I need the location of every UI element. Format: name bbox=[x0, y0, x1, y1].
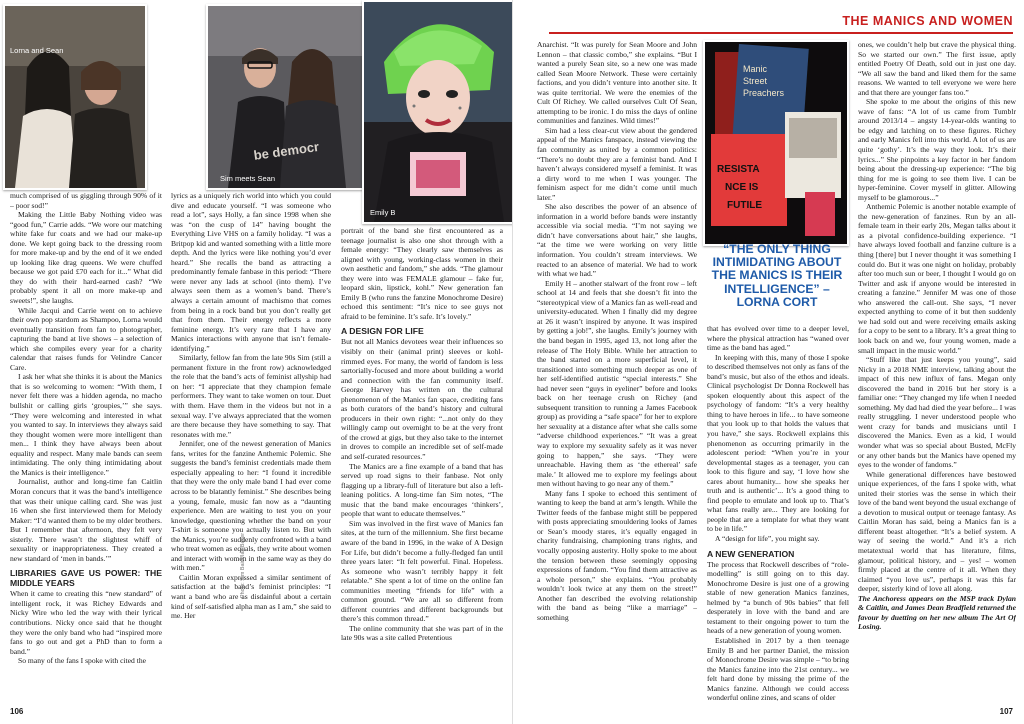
page-number-left: 106 bbox=[10, 707, 24, 716]
section-heading-libraries: LIBRARIES GAVE US POWER: THE MIDDLE YEARS bbox=[10, 568, 162, 589]
author-note: The Anchoress appears on the MSP track Dylan & Caitlin, and James Dean Bradfield returned the favour by duetting on her new album The Art Of Losing. bbox=[858, 593, 1016, 632]
section-heading-design-for-life: A DESIGN FOR LIFE bbox=[341, 326, 424, 337]
paragraph: portrait of the band she first encountered as a teenage journalist is also one shot through with a female energy: “They clearly saw themselves as aligned with young, working-class women in their own aesthetic and fandom,” she adds. “The glamour they were into was FEMALE glamour – fake fur, leopard skin, lipstick, kohl.” New generation fan Emily B (who runs the fanzine Monochrome Desire) echoed this sentiment: “It’s nice to see guys not afraid to be feminine. It’s safe. It’s lovely.” bbox=[341, 226, 503, 321]
paragraph: Similarly, fellow fan from the late 90s Sim (still a permanent fixture in the front row) acknowledged the role that the band’s acts of feminist allyship had on her: “I appreciate that they champion female performers. They want to take women on tour. Duet with them. Have them in the videos but not in a sexual way. I’ve always appreciated that the women are there because they have something to say. That resonates with me.” bbox=[171, 353, 331, 439]
svg-text:Preachers: Preachers bbox=[743, 88, 785, 98]
photo-books bbox=[703, 40, 849, 246]
svg-text:Street: Street bbox=[743, 76, 768, 86]
paragraph: Caitlin Moran expressed a similar sentiment of satisfaction at the band’s feminist principles: “I want a band who are as disdainful about a certain kind of self-satisfied alpha man as I am,” she said to me. Her bbox=[171, 572, 331, 621]
right-column-2 bbox=[707, 324, 849, 704]
photo-sim-meets-sean-image bbox=[208, 6, 362, 188]
left-column-3 bbox=[341, 226, 503, 704]
paragraph: Sim was involved in the first wave of Manics fan sites, at the turn of the millennium. She first became aware of the band in 1996, in the wake of A Design For Life, but didn’t become a fully-fledged fan until three years later: “It felt powerful. Final. Hopeless. As someone who wasn’t terribly happy it felt relatable.” She spent a lot of time on the online fan communities meeting “friends for life” with a common ground. “We are all so different from different countries and different backgrounds but there’s this common thread.” bbox=[341, 518, 503, 624]
paragraph: She spoke to me about the origins of this new wave of fans: “A lot of us came from Tumblr around 2013/14 – angsty 14-year-olds wanting to be edgy and latching on to these figures. Richey and early Manics fell into this world. A lot of us are quite ‘gothy’. It’s the way they look. It’s their lyrics...” She pinpoints a key factor in her fandom being about the dressing-up experience: “The big thing for me is going to see them live. I can be hyper-feminine. Cover myself in glitter. Allowing myself to be glamorous...” bbox=[858, 97, 1016, 202]
svg-text:RESISTA: RESISTA bbox=[717, 164, 760, 175]
svg-text:FUTILE: FUTILE bbox=[727, 200, 762, 211]
paragraph: She also describes the power of an absence of information in a world before bands were instantly accessible via social media. “I’m not saying we didn’t have conversations about hair,” she laughs, “at the time we were working on very little information. You couldn’t stream interviews. We reacted to an absence of material. We had to work with what we had.” bbox=[537, 202, 697, 279]
right-page bbox=[512, 0, 1024, 724]
paragraph: Journalist, author and long-time fan Caitlin Moran concurs that it was the band’s intelligence that was their unique calling card. She was just 16 when she first interviewed them for Melody Maker: “I’d wanted them to be my older brothers. But I remember that afternoon, they felt very sisterly. There wasn’t the slightest whiff of sexuality or inappropriateness. They created a new standard of ‘men in bands.’” bbox=[10, 477, 162, 563]
paragraph: I ask her what she thinks it is about the Manics that is so welcoming to women: “With them, I never felt there was a hidden agenda, no macho bullshit or calling girls ‘groupies,’” she says. “They were welcoming and interested in what you wanted to say. In interviews they always said they thought women were more intelligent than men... I think they have always been about equality and respect. Many male bands can seem intimidating. The only thing intimidating about the Manics is their intelligence.” bbox=[10, 372, 162, 477]
left-column-2 bbox=[171, 191, 331, 705]
page-number-right: 107 bbox=[999, 707, 1013, 716]
photo-lorna-and-sean-image bbox=[5, 6, 145, 188]
page-header-title: THE MANICS AND WOMEN bbox=[842, 14, 1013, 28]
svg-text:NCE IS: NCE IS bbox=[725, 182, 759, 193]
paragraph: So many of the fans I spoke with cited the bbox=[18, 656, 147, 666]
right-column-1 bbox=[537, 40, 697, 704]
caption-sim-meets-sean: Sim meets Sean bbox=[220, 174, 276, 183]
paragraph: Anthemic Polemic is another notable example of the new-generation of fanzines. Run by an all-female team in their early 20s, Megan talks about it as a pivotal confidence-building experience. “I have always loved football and fanzine culture is a thing [there] but I never thought it was something I could do. But it was one night on holiday, probably after too much sun or beer, I thought I would go on Twitter and ask if anyone would be interested in creating a fanzine.” Jennifer M was one of those who answered the call-out. She says, “I never expected anything to come of it but then suddenly we had sold out and were receiving emails asking for a copy to be sent to a library. It’s a great thing to look back on and we, four young women, made a small impact in the music world.” bbox=[858, 202, 1016, 355]
photo-books-image bbox=[705, 42, 847, 244]
right-column-3 bbox=[858, 40, 1016, 704]
photo-lorna-and-sean bbox=[3, 4, 147, 190]
photo-sim-meets-sean bbox=[206, 4, 364, 190]
paragraph: While generational differences have bestowed unique experiences, of the fans I spoke with, what united their stories was the sense in which their love of the band went beyond the usual exchange of a devotion to musical output or teenage fantasy. As Caitlin Moran has said, being a Manics fan is a different beast altogether. “It’s a belief system. A way of seeing the world.” And it’s a rich metatextual world that has literature, films, glamour, political history, and – yes! – women firmly placed at the centre of it all. When they claimed “you love us”, perhaps it was this far deeper, sisterly kind of love all along. bbox=[858, 469, 1016, 594]
caption-emily-b: Emily B bbox=[370, 208, 396, 217]
paragraph: lyrics as a uniquely rich world into which you could dive and educate yourself. “I was someone who read a lot”, says Holly, a fan since 1998 when she was “on the cusp of 14” having bought the Everything Live VHS on a family holiday. “I was a Britpop kid and wanted something with a little more depth. And the lyrics were like nothing you’d ever heard.” She recalls the band as attracting a predominantly female fanbase in this period: “There were never any lads at school (into them). I’ve always seen them as a women’s band. There’s always a certain amount of machismo that comes from being in a rock band but you don’t really get that from them. Their energy reflects a more feminine energy. It’s very rare that I have any Manics interactions with anyone that isn’t female-identifying.” bbox=[171, 191, 331, 353]
paragraph: Making the Little Baby Nothing video was “good fun,” Carrie adds. “We wore our matching white fake fur coats and we had our make-up done. We kept going back to the dressing room for more make-up and by the end of it we ended up looking like drag queens. We were chuffed because we got paid £70 each for it...” What did they do with their hard-earned cash? “We probably spent it all on more make-up and sweets!”, she laughs. bbox=[10, 210, 162, 306]
photo-emily-b-image bbox=[364, 2, 514, 222]
paragraph: Sim had a less clear-cut view about the gendered appeal of the Manics fanspace, instead viewing the fan community as united by a common politics: “There’s no doubt they are a feminist band. And I haven’t always considered myself a feminist. It was a dirty word to me when I was younger. The feminism aspect for me didn’t come until much later.” bbox=[537, 125, 697, 202]
paragraph: The online community that she was part of in the late 90s was a site called Pretentious bbox=[341, 623, 503, 643]
paragraph: ones, we couldn’t help but crave the physical thing. So we started our own.” The first issue, aptly entitled Poetry Of Death, sold out in just one day. “We all saw the band and liked them for the same reasons. We wanted to tell everyone we were here and that there are younger fans too.” bbox=[858, 40, 1016, 97]
pull-quote: “THE ONLY THING INTIMIDATING ABOUT THE MANICS IS THEIR INTELLIGENCE” – LORNA CORT bbox=[711, 242, 843, 309]
caption-lorna-and-sean: Lorna and Sean bbox=[10, 46, 64, 55]
paragraph: that has evolved over time to a deeper level, where the physical attraction has “waned over time as the band has aged.” bbox=[707, 324, 849, 353]
svg-text:be democr: be democr bbox=[252, 138, 320, 163]
paragraph: much comprised of us giggling through 90% of it – poor sod!” bbox=[10, 191, 162, 210]
paragraph: The process that Rockwell describes of “role-modelling” is still going on to this day. Monochrome Desire is just one of a growing stable of new generation Manics fanzines, helmed by “a bunch of 90s babies” that fell desperately in love with the band and are testament to their ongoing power to turn the heads of a new generation of young women. bbox=[707, 559, 849, 636]
paragraph: Emily H – another stalwart of the front row – left school at 14 and feels that she doesn’t fit into the “stereotypical view of a Manics fan as well-read and university-educated. When I finally did my degree at 26 it wasn’t inspired by anyone. It was inspired by getting a job!”, she laughs. Emily’s journey with the band began in 1995, aged 13, not long after the release of The Holy Bible. While her attraction to the band started on a more superficial level, it transitioned into something much deeper as one of her self-identified autistic “special interests.” She had never seen “guys in eyeliner” before and looks back on her teenage crush on Richey (and subsequent transition to running a James Facebook group) as providing a “safe space” for her to explore her sexuality at a distance after what she calls some “adverse childhood experiences.” “It was a great way to explore my sexuality safely as it was never going to happen,” she says. “They were unreachable. Having them as ‘the ethereal’ safe male.’ It allowed me to explore my feelings about men without having to go near any of them.” bbox=[537, 278, 697, 489]
paragraph: “Stuff like that just keeps you young”, said Nicky in a 2018 NME interview, talking about the impact of this new influx of fans. Megan only discovered the band in 2016 but her story is a familiar one: “They changed my life when I needed something. My dad had died the year before... I was really struggling. I never understood people who went crazy for bands and musicians until I discovered the Manics. Even as a kid, I would wonder what was so special about Busted, McFly or any other bands but the Manics have opened my eyes to the wonder of fandoms.” bbox=[858, 355, 1016, 470]
paragraph: Jennifer, one of the newest generation of Manics fans, writes for the fanzine Anthemic Polemic. She suggests the band’s feminist credentials made them especially appealing to her: “I found it incredible that they were the only male band I had ever come across to be blatantly feminist.” She describes being a young, female, music fan now as a “daunting experience. Men are waiting to test you on your knowledge, questioning whether the band on your T-shirt is someone you actually listen to. But with the Manics, you’re suddenly confronted with a band who treat women as equals, they write about women and interact with women in the same way as they do with men.” bbox=[171, 439, 331, 573]
section-heading-new-generation: A NEW GENERATION bbox=[707, 548, 795, 559]
header-rule bbox=[549, 32, 1013, 34]
photo-credit: Photo: Sim Baird/Ian Baker bbox=[240, 532, 246, 598]
paragraph: Many fans I spoke to echoed this sentiment of wanting to keep the band at arm’s length. While the Twitter feeds of the fanbase might still be peppered with posts appreciating smouldering looks of James or Sean’s moody stares, it’s equally engaged in charity fundraising, championing trans rights, and vocally opposing austerity. Holly spoke to me about the tension between these seemingly opposing expressions of fandom. “You find them attractive as a whole person,” she explains. “You probably wouldn’t look twice at any them on the street!” Another fan described the evolving relationship with the band as being “like a marriage” – something bbox=[537, 488, 697, 622]
photo-emily-b bbox=[362, 0, 516, 224]
left-column-1 bbox=[10, 191, 162, 705]
paragraph: In keeping with this, many of those I spoke to described themselves not only as fans of the band’s music, but also of the ethos and ideals. Clinical psychologist Dr Donna Rockwell has spoken eloquently about this aspect of the psychology of fandom: “It’s a very healthy thing to have heroes in life... to have someone that you look up to that holds the values that you have,” she says. Rockwell explains this phenomenon as occurring primarily in the adolescent period: “When you’re in your developmental stages as a teenager, you can look to this figure and say, ‘I love how she cares about humanity... how she speaks her truth and is authentic’... It’s a good thing to find people to emulate and look up to. That’s what fans really are... They are looking for people that are a template for what they want to be in life.” bbox=[707, 352, 849, 534]
svg-text:Manic: Manic bbox=[743, 64, 768, 74]
paragraph: Established in 2017 by a then teenage Emily B and her partner Daniel, the mission of Monochrome Desire was simple – “to bring the Manics fanzine into the 21st century... we felt hard done by missing the prime of the Manics fanzine. Although we could access wonderful online zines, and scans of older bbox=[707, 635, 849, 703]
paragraph: While Jacqui and Carrie went on to achieve their own pop stardom as Shampoo, Lorna would eventually transition from fan to photographer, capturing the band at live shows – a selection of which she compiles every year for a charity calendar that raises funds for Velindre Cancer Care. bbox=[10, 305, 162, 372]
paragraph: But not all Manics devotees wear their influences so visibly on their (animal print) sleeves or kohl-rimmed eyes. For many, the world of fandom is less sartorially-focused and more about building a world and connection with the fan community itself. George Harvey has written on the cultural phenomenon of the Manics fan space, crediting fans as both curators of the band’s history and cultural producers in their own right: “...not only do they willingly camp out overnight to be at the very front of the crowd at gigs, but they also take to the internet in droves to compile an incredible set of self-made and self-curated resources.” bbox=[341, 337, 503, 462]
paragraph: Anarchist. “It was purely for Sean Moore and John Lennon – that classic combo,” she explains. “But I wanted a purely Sean site, so a new one was made called Sean Moore Network. These were certainly factions, and you didn’t venture into another site. It was quite territorial. We were the enemies of the Cult Of Richey. We called ourselves Cult Of Sean, attempting to be ironic. I do miss the days of online communities and fanzines. Wild times!” bbox=[537, 40, 697, 126]
paragraph: The Manics are a fine example of a band that has served up road signs to their fanbase. Not only flagging up a library-full of literature but also a left-leaning politics. A long-time fan Sim notes, “The music that the band make encourages ‘thinkers’, people that want to educate themselves.” bbox=[341, 461, 503, 519]
paragraph: A “design for life”, you might say. bbox=[715, 534, 820, 544]
paragraph: When it came to creating this “new standard” of intelligent rock, it was Richey Edwards and Nicky Wire who led the way with their lyrical contributions. Nicky once said that he thought they were the only band who had “inspired more fans to go out and get a PhD than to form a band.” bbox=[10, 589, 162, 656]
